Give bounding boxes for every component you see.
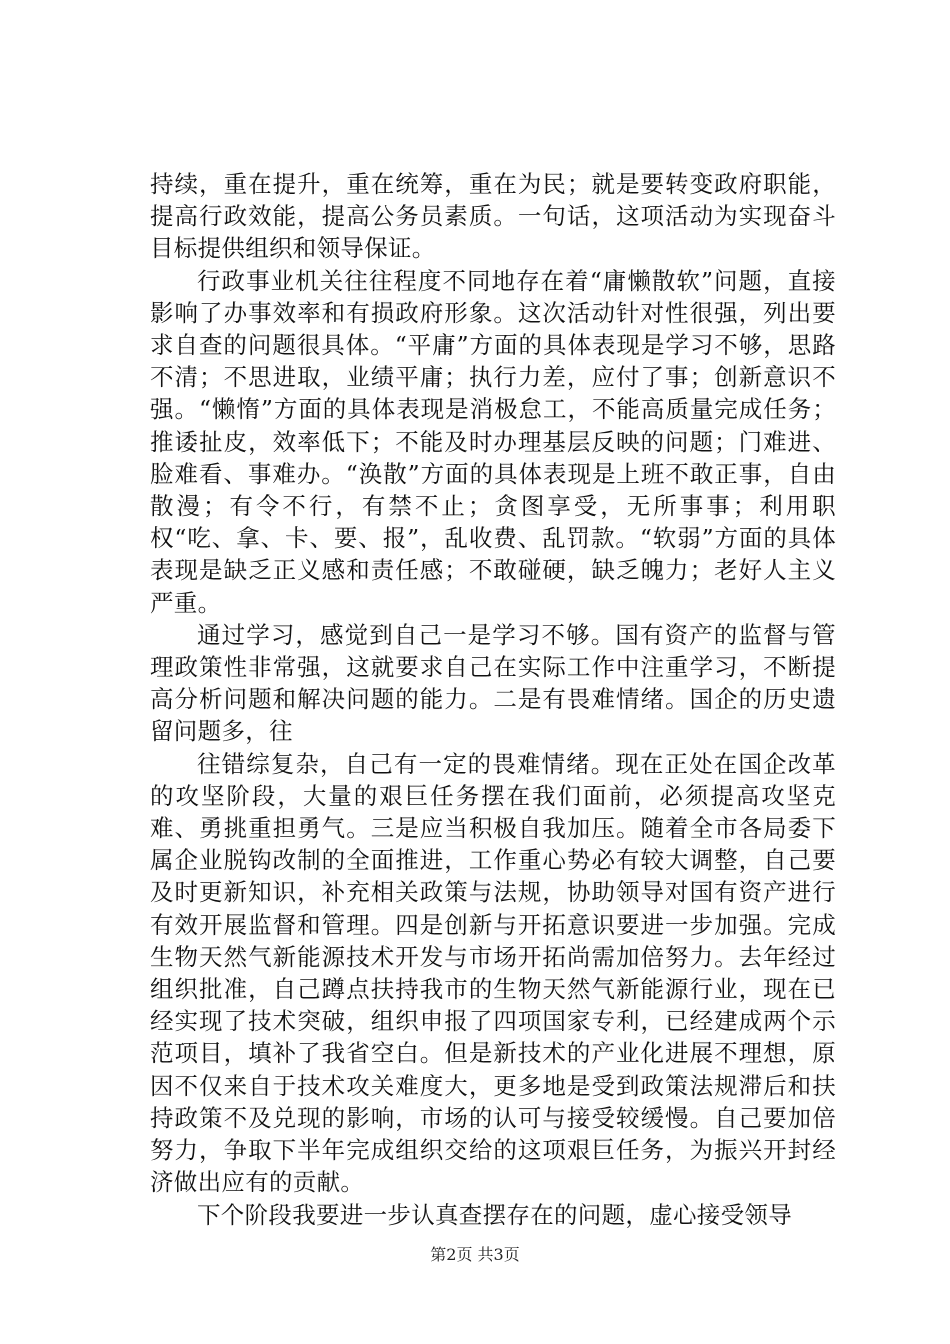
paragraph-5: 下个阶段我要进一步认真查摆存在的问题，虚心接受领导	[197, 1200, 792, 1229]
paragraph-2: 行政事业机关往往程度不同地存在着“庸懒散软”问题，直接影响了办事效率和有损政府形象。这次活动针对性很强，列出要求自查的问题很具体。“平庸”方面的具体表现是学习不够，思路不清；不思进取，业绩平庸；执行力差，应付了事；创新意识不强。“懒惰”方面的具体表现是消极怠工，不能高质量完成任务；推诿扯皮，效率低下；不能及时办理基层反映的问题；门难进、脸难看、事难办。“涣散”方面的具体表现是上班不敢正事，自由散漫；有令不行，有禁不止；贪图享受，无所事事；利用职权“吃、拿、卡、要、报”，乱收费、乱罚款。“软弱”方面的具体表现是缺乏正义感和责任感；不敢碰硬，缺乏魄力；老好人主义严重。	[150, 266, 836, 617]
paragraph-1: 持续，重在提升，重在统筹，重在为民；就是要转变政府职能，提高行政效能，提高公务员素质。一句话，这项活动为实现奋斗目标提供组织和领导保证。	[150, 170, 836, 263]
paragraph-3: 通过学习，感觉到自己一是学习不够。国有资产的监督与管理政策性非常强，这就要求自己在实际工作中注重学习，不断提高分析问题和解决问题的能力。二是有畏难情绪。国企的历史遗留问题多，往	[150, 620, 836, 746]
paragraph-4: 往错综复杂，自己有一定的畏难情绪。现在正处在国企改革的攻坚阶段，大量的艰巨任务摆在我们面前，必须提高攻坚克难、勇挑重担勇气。三是应当积极自我加压。随着全市各局委下属企业脱钩改制的全面推进，工作重心势必有较大调整，自己要及时更新知识，补充相关政策与法规，协助领导对国有资产进行有效开展监督和管理。四是创新与开拓意识要进一步加强。完成生物天然气新能源技术开发与市场开拓尚需加倍努力。去年经过组织批准，自己蹲点扶持我市的生物天然气新能源行业，现在已经实现了技术突破，组织申报了四项国家专利，已经建成两个示范项目，填补了我省空白。但是新技术的产业化进展不理想，原因不仅来自于技术攻关难度大，更多地是受到政策法规滞后和扶持政策不及兑现的影响，市场的认可与接受较缓慢。自己要加倍努力，争取下半年完成组织交给的这项艰巨任务，为振兴开封经济做出应有的贡献。	[150, 749, 836, 1197]
page-number-footer: 第2页 共3页	[430, 1245, 520, 1264]
document-body	[150, 168, 836, 1231]
